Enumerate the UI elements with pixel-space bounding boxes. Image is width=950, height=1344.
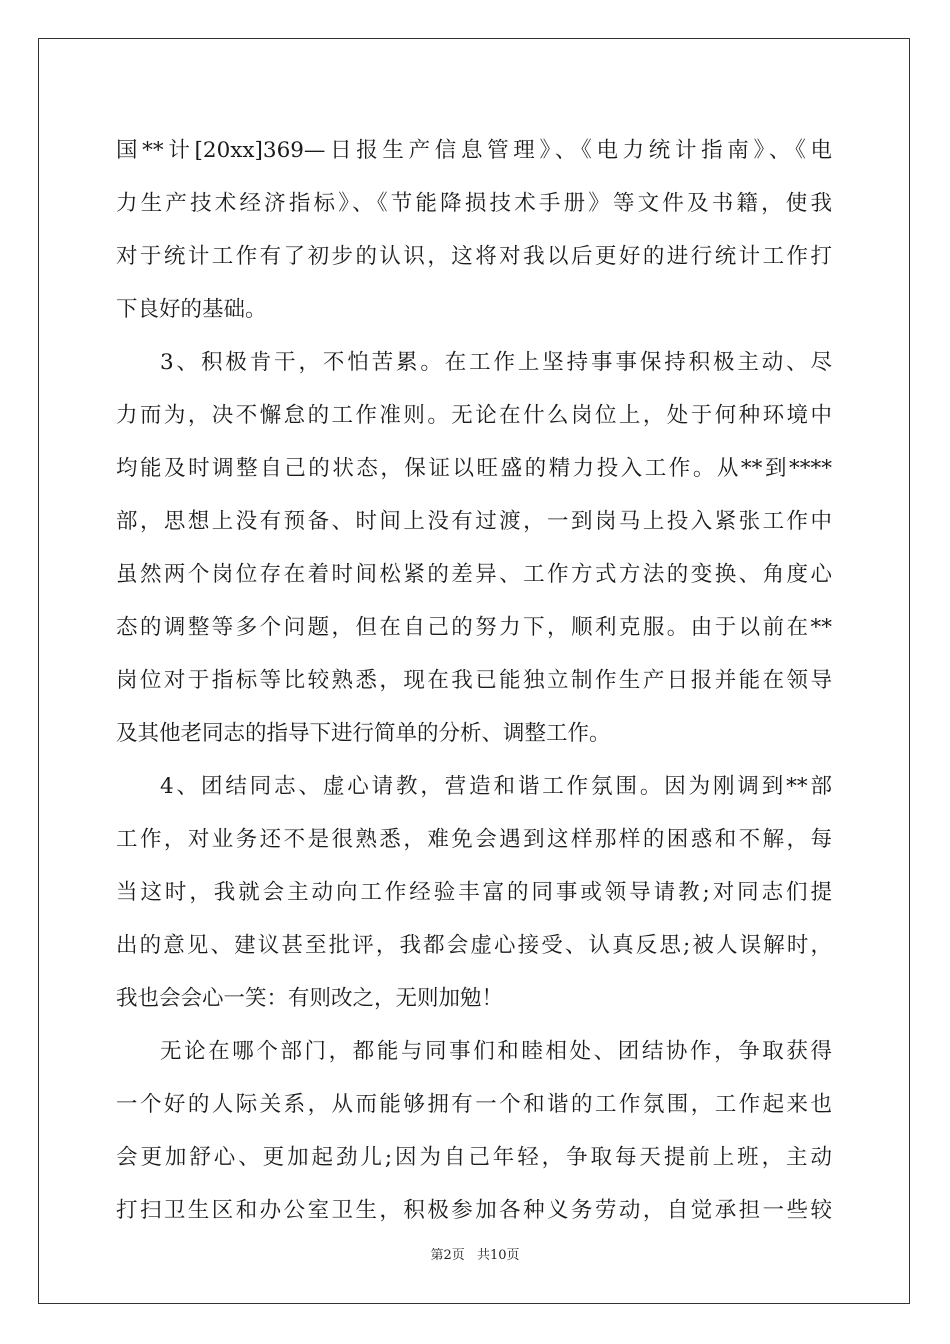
- text-line: 及其他老同志的指导下进行简单的分析、调整工作。: [116, 721, 611, 746]
- text-line: 均能及时调整自己的状态，保证以旺盛的精力投入工作。从**到****: [116, 456, 832, 481]
- text-line: 力而为，决不懈怠的工作准则。无论在什么岗位上，处于何种环境中: [116, 403, 832, 428]
- text-line: 部，思想上没有预备、时间上没有过渡，一到岗马上投入紧张工作中: [116, 509, 832, 534]
- page-number: 第2页: [430, 1248, 465, 1263]
- text-line: 我也会会心一笑：有则改之，无则加勉！: [116, 986, 504, 1011]
- text-line: 一个好的人际关系，从而能够拥有一个和谐的工作氛围，工作起来也: [116, 1092, 832, 1117]
- text-line: 对于统计工作有了初步的认识，这将对我以后更好的进行统计工作打: [116, 244, 832, 269]
- text-line: 态的调整等多个问题，但在自己的努力下，顺利克服。由于以前在**: [116, 615, 832, 640]
- text-line: 出的意见、建议甚至批评，我都会虚心接受、认真反思;被人误解时，: [116, 933, 832, 958]
- text-line: 当这时，我就会主动向工作经验丰富的同事或领导请教;对同志们提: [116, 880, 832, 905]
- text-line: 会更加舒心、更加起劲儿;因为自己年轻，争取每天提前上班，主动: [116, 1145, 832, 1170]
- page-total: 共10页: [476, 1248, 520, 1263]
- text-line: 下良好的基础。: [116, 297, 267, 322]
- text-line: 虽然两个岗位存在着时间松紧的差异、工作方式方法的变换、角度心: [116, 562, 832, 587]
- text-line: 国**计[20xx]369—日报生产信息管理》、《电力统计指南》、《电: [116, 138, 832, 163]
- text-line: 打扫卫生区和办公室卫生，积极参加各种义务劳动，自觉承担一些较: [116, 1198, 832, 1223]
- text-line: 4、团结同志、虚心请教，营造和谐工作氛围。因为刚调到**部: [160, 774, 832, 799]
- text-line: 工作，对业务还不是很熟悉，难免会遇到这样那样的困惑和不解，每: [116, 827, 832, 852]
- text-line: 岗位对于指标等比较熟悉，现在我已能独立制作生产日报并能在领导: [116, 668, 832, 693]
- page-footer: [0, 1244, 950, 1263]
- document-body: [116, 124, 832, 1237]
- text-line: 力生产技术经济指标》、《节能降损技术手册》等文件及书籍，使我: [116, 191, 832, 216]
- text-line: 无论在哪个部门，都能与同事们和睦相处、团结协作，争取获得: [160, 1039, 832, 1064]
- text-line: 3、积极肯干，不怕苦累。在工作上坚持事事保持积极主动、尽: [160, 350, 832, 375]
